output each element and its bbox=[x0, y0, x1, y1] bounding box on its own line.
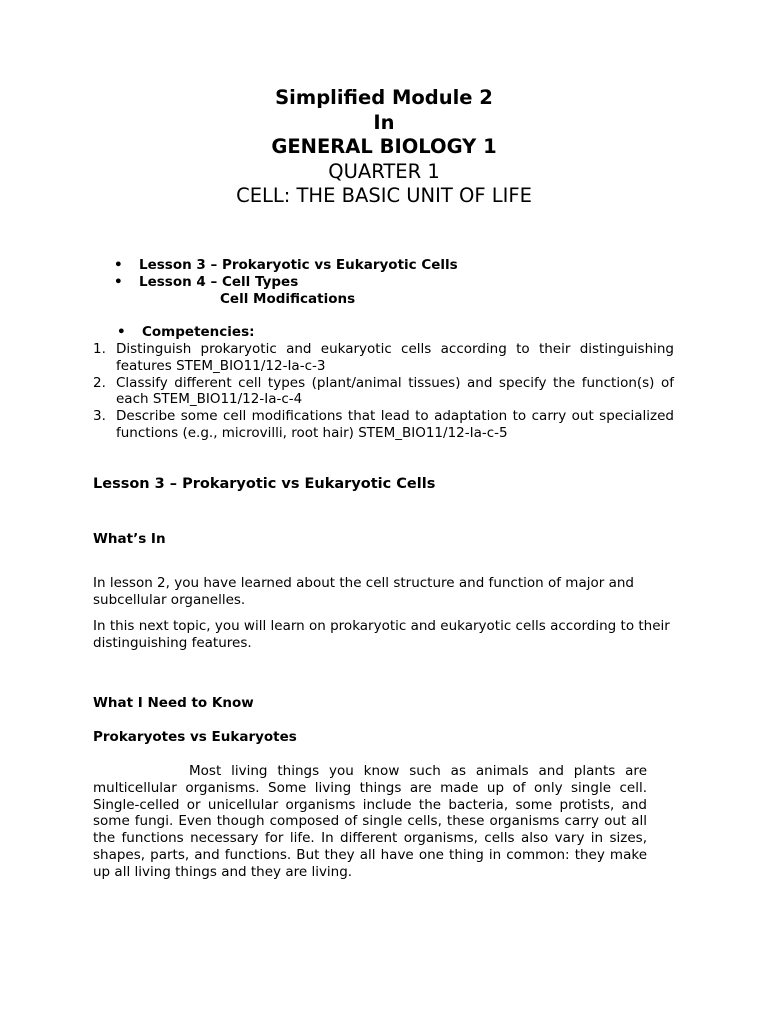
list-number: 1. bbox=[93, 341, 106, 357]
module-title: Simplified Module 2 bbox=[275, 86, 493, 109]
lesson-4-sublabel: Cell Modifications bbox=[220, 291, 356, 307]
whats-in-heading: What’s In bbox=[93, 531, 166, 547]
bullet-icon: • bbox=[114, 274, 123, 290]
competencies-list bbox=[93, 341, 674, 442]
bullet-icon: • bbox=[114, 257, 123, 273]
bullet-icon: • bbox=[117, 324, 126, 340]
lesson-3-label: Lesson 3 – Prokaryotic vs Eukaryotic Cells bbox=[139, 257, 458, 273]
lesson-3-heading: Lesson 3 – Prokaryotic vs Eukaryotic Cells bbox=[93, 476, 436, 492]
subject-title: GENERAL BIOLOGY 1 bbox=[271, 135, 497, 158]
need-to-know-paragraph bbox=[93, 763, 647, 881]
competencies-label-row bbox=[117, 324, 255, 341]
list-number: 2. bbox=[93, 374, 106, 391]
module-title-block bbox=[0, 86, 768, 209]
lessons-list bbox=[114, 257, 674, 308]
list-number: 3. bbox=[93, 408, 106, 425]
list-item bbox=[114, 274, 674, 291]
competencies-label: Competencies: bbox=[142, 324, 255, 340]
module-title-connector: In bbox=[373, 110, 395, 134]
paragraph-text: Most living things you know such as animals and plants are multicellular organisms. Some living things are made up of only single cell. Single-celled or unicellular organisms include the bacteria, some protists, and some fungi. Even though composed of single cells, these organisms carry out all the functions necessary for life. In different organisms, cells also vary in sizes, shapes, parts, and functions. But they all have one thing in common: they make up all living things and they are living. bbox=[93, 763, 647, 880]
list-item bbox=[114, 291, 674, 308]
list-item bbox=[93, 408, 674, 442]
competency-text: Describe some cell modifications that lead to adaptation to carry out specialized functions (e.g., microvilli, root hair) STEM_BIO11/12-Ia-c-5 bbox=[116, 408, 674, 441]
competency-text: Distinguish prokaryotic and eukaryotic cells according to their distinguishing features STEM_BIO11/12-Ia-c-3 bbox=[116, 341, 674, 374]
unit-title: CELL: THE BASIC UNIT OF LIFE bbox=[236, 184, 532, 207]
need-to-know-heading: What I Need to Know bbox=[93, 695, 254, 711]
list-item bbox=[93, 341, 674, 375]
list-item bbox=[93, 375, 674, 409]
prokaryotes-vs-eukaryotes-heading: Prokaryotes vs Eukaryotes bbox=[93, 729, 297, 745]
list-item bbox=[114, 257, 674, 274]
competency-text: Classify different cell types (plant/animal tissues) and specify the function(s) of each STEM_BIO11/12-Ia-c-4 bbox=[116, 374, 674, 408]
whats-in-paragraph-1: In lesson 2, you have learned about the cell structure and function of major and subcellular organelles. bbox=[93, 575, 634, 608]
lesson-4-label: Lesson 4 – Cell Types bbox=[139, 274, 299, 290]
whats-in-paragraph-2: In this next topic, you will learn on prokaryotic and eukaryotic cells according to their distinguishing features. bbox=[93, 618, 670, 651]
quarter-label: QUARTER 1 bbox=[328, 159, 440, 183]
